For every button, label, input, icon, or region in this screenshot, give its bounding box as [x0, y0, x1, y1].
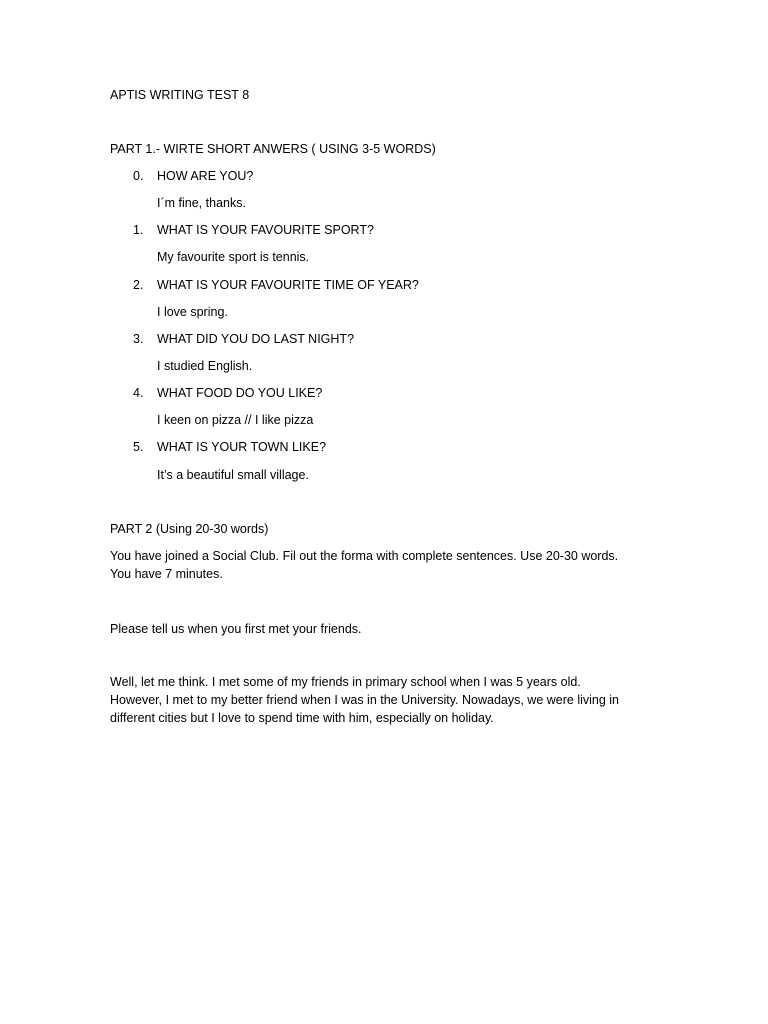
part1-heading: PART 1.- WIRTE SHORT ANWERS ( USING 3-5 WORDS) [110, 142, 436, 156]
answer-text: I keen on pizza // I like pizza [157, 413, 314, 427]
part2-prompt: Please tell us when you first met your friends. [110, 622, 362, 636]
question-number: 0. [133, 169, 144, 183]
question-text: WHAT IS YOUR TOWN LIKE? [157, 440, 327, 454]
question-number: 1. [133, 223, 144, 237]
answer-text: It’s a beautiful small village. [157, 468, 309, 482]
response-line: However, I met to my better friend when I was in the University. Nowadays, we were living in [110, 693, 620, 707]
instruction-line: You have 7 minutes. [110, 567, 223, 581]
question-number: 5. [133, 440, 144, 454]
question-number: 4. [133, 386, 144, 400]
response-line: Well, let me think. I met some of my friends in primary school when I was 5 years old. [110, 675, 581, 689]
part2-instructions [110, 547, 670, 583]
question-text: WHAT IS YOUR FAVOURITE TIME OF YEAR? [157, 278, 419, 292]
answer-text: I´m fine, thanks. [157, 196, 246, 210]
answer-text: I love spring. [157, 305, 228, 319]
instruction-line: You have joined a Social Club. Fil out the forma with complete sentences. Use 20-30 words. [110, 549, 619, 563]
question-text: WHAT DID YOU DO LAST NIGHT? [157, 332, 355, 346]
document-title: APTIS WRITING TEST 8 [110, 88, 250, 102]
response-line: different cities but I love to spend time with him, especially on holiday. [110, 711, 494, 725]
answer-text: I studied English. [157, 359, 253, 373]
question-number: 2. [133, 278, 144, 292]
part2-heading: PART 2 (Using 20-30 words) [110, 522, 269, 536]
part2-response [110, 673, 670, 727]
question-text: HOW ARE YOU? [157, 169, 254, 183]
answer-text: My favourite sport is tennis. [157, 250, 310, 264]
question-text: WHAT IS YOUR FAVOURITE SPORT? [157, 223, 374, 237]
question-number: 3. [133, 332, 144, 346]
question-text: WHAT FOOD DO YOU LIKE? [157, 386, 323, 400]
